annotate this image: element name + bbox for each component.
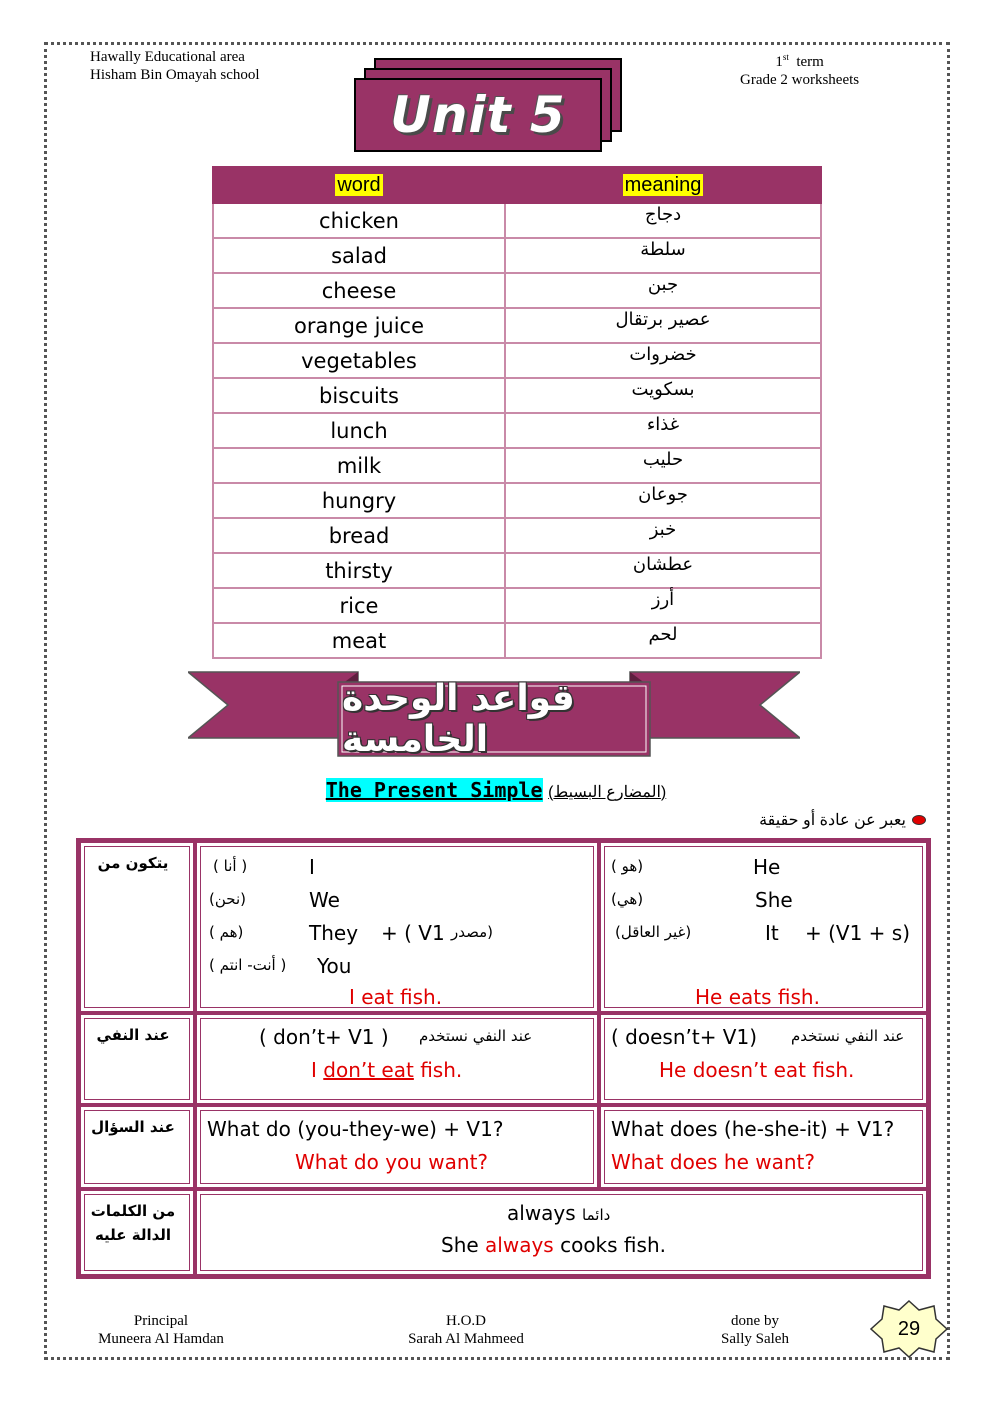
meaning-cell: حليب bbox=[505, 448, 821, 483]
principal-name: Muneera Al Hamdan bbox=[98, 1331, 224, 1347]
word-cell: lunch bbox=[213, 413, 505, 448]
present-simple-title: The Present Simple bbox=[325, 778, 543, 802]
question-example: What do you want? bbox=[295, 1150, 489, 1174]
unit-title-front bbox=[354, 78, 602, 152]
word-cell: salad bbox=[213, 238, 505, 273]
pronoun-she: She bbox=[755, 888, 793, 912]
arabic-pronoun: (غير العاقل) bbox=[615, 923, 692, 941]
negation-singular-cell bbox=[599, 1013, 928, 1105]
word-cell: milk bbox=[213, 448, 505, 483]
vocabulary-table bbox=[212, 166, 822, 659]
footer-hod bbox=[396, 1312, 536, 1348]
table-row bbox=[213, 203, 821, 238]
usage-text: يعبر عن عادة أو حقيقة bbox=[759, 812, 906, 829]
table-header-row bbox=[213, 167, 821, 203]
meaning-cell: عطشان bbox=[505, 553, 821, 588]
word-cell: bread bbox=[213, 518, 505, 553]
unit-title: Unit 5 bbox=[390, 86, 566, 144]
school-name: Hisham Bin Omayah school bbox=[90, 67, 260, 83]
question-singular-cell bbox=[599, 1105, 928, 1189]
pronoun-we: We bbox=[309, 888, 340, 912]
word-cell: cheese bbox=[213, 273, 505, 308]
meaning-cell: دجاج bbox=[505, 203, 821, 238]
meaning-cell: بسكويت bbox=[505, 378, 821, 413]
question-plural-cell bbox=[195, 1105, 599, 1189]
signal-label: من الكلمات الدالة عليه bbox=[90, 1202, 176, 1244]
ribbon-right-tail bbox=[630, 672, 800, 738]
pronoun-they: They bbox=[309, 921, 359, 945]
meaning-cell: خبز bbox=[505, 518, 821, 553]
bullet-icon bbox=[912, 815, 926, 825]
table-row bbox=[213, 518, 821, 553]
arabic-pronoun: ( أنت- انتم ) bbox=[209, 956, 287, 974]
word-cell: orange juice bbox=[213, 308, 505, 343]
table-row bbox=[213, 273, 821, 308]
grammar-table bbox=[76, 838, 931, 1279]
table-row bbox=[213, 588, 821, 623]
word-cell: meat bbox=[213, 623, 505, 658]
meaning-cell: خضروات bbox=[505, 343, 821, 378]
table-row bbox=[213, 553, 821, 588]
question-label-cell bbox=[79, 1105, 195, 1189]
meaning-cell: جوعان bbox=[505, 483, 821, 518]
question-formula: What does (he-she-it) + V1? bbox=[611, 1117, 895, 1141]
table-row bbox=[213, 448, 821, 483]
arabic-pronoun: ( أنا ) bbox=[213, 857, 248, 875]
present-simple-arabic: (المضارع البسيط) bbox=[548, 784, 667, 801]
formation-label: يتكون من bbox=[97, 854, 169, 872]
word-cell: rice bbox=[213, 588, 505, 623]
negation-label-cell bbox=[79, 1013, 195, 1105]
signal-example: She always cooks fish. bbox=[441, 1233, 666, 1257]
negation-plural-cell bbox=[195, 1013, 599, 1105]
table-row bbox=[213, 308, 821, 343]
example-sentence: I eat fish. bbox=[349, 985, 443, 1009]
grade-label: Grade 2 worksheets bbox=[740, 72, 860, 88]
word-cell: biscuits bbox=[213, 378, 505, 413]
unit-title-block bbox=[350, 58, 640, 158]
principal-title: Principal bbox=[133, 1313, 189, 1329]
negation-arabic: عند النفي نستخدم bbox=[791, 1027, 905, 1045]
formation-label-cell bbox=[79, 841, 195, 1013]
hod-name: Sarah Al Mahmeed bbox=[408, 1331, 524, 1347]
negation-arabic: عند النفي نستخدم bbox=[419, 1027, 533, 1045]
signal-cell bbox=[195, 1189, 928, 1276]
meaning-cell: عصير برتقال bbox=[505, 308, 821, 343]
negation-label: عند النفي bbox=[96, 1026, 170, 1044]
question-formula: What do (you-they-we) + V1? bbox=[207, 1117, 504, 1141]
example-sentence: He eats fish. bbox=[695, 985, 820, 1009]
negation-example: I don’t eat fish. bbox=[311, 1058, 463, 1082]
meaning-cell: أرز bbox=[505, 588, 821, 623]
formation-plural-cell bbox=[195, 841, 599, 1013]
formation-singular-cell bbox=[599, 841, 928, 1013]
meaning-cell: لحم bbox=[505, 623, 821, 658]
word-cell: vegetables bbox=[213, 343, 505, 378]
signal-label-cell bbox=[79, 1189, 195, 1276]
question-label: عند السؤال bbox=[91, 1118, 175, 1136]
header-right bbox=[740, 48, 859, 89]
done-by-name: Sally Saleh bbox=[721, 1331, 789, 1347]
pronoun-it: It bbox=[765, 921, 779, 945]
grammar-banner-title: قواعد الوحدة الخامسة bbox=[342, 678, 575, 760]
educational-area: Hawally Educational area bbox=[90, 49, 245, 65]
pronoun-i: I bbox=[309, 855, 315, 879]
header-left bbox=[90, 48, 260, 84]
table-row bbox=[213, 343, 821, 378]
question-example: What does he want? bbox=[611, 1150, 816, 1174]
present-simple-heading bbox=[0, 778, 992, 803]
ribbon-left-tail bbox=[188, 672, 358, 738]
table-row bbox=[213, 413, 821, 448]
word-cell: chicken bbox=[213, 203, 505, 238]
meaning-cell: غذاء bbox=[505, 413, 821, 448]
formula-v1-s: + (V1 + s) bbox=[805, 921, 911, 945]
footer-done-by bbox=[710, 1312, 800, 1348]
formula-arabic: مصدر) bbox=[451, 923, 494, 941]
footer-principal bbox=[88, 1312, 234, 1348]
usage-note bbox=[759, 810, 926, 830]
hod-title: H.O.D bbox=[446, 1313, 486, 1329]
term-label: 1st term bbox=[775, 52, 824, 70]
done-by-title: done by bbox=[731, 1313, 779, 1329]
signal-word: always دائما bbox=[507, 1201, 611, 1225]
arabic-pronoun: ( هو) bbox=[611, 857, 644, 875]
page-number: 29 bbox=[897, 1317, 921, 1340]
negation-example: He doesn’t eat fish. bbox=[659, 1058, 855, 1082]
table-row bbox=[213, 378, 821, 413]
pronoun-he: He bbox=[753, 855, 781, 879]
table-row bbox=[213, 483, 821, 518]
formula-v1: + ( V1 bbox=[381, 921, 445, 945]
negation-formula: ( don’t+ V1 ) bbox=[259, 1025, 389, 1049]
table-row bbox=[213, 623, 821, 658]
meaning-cell: جبن bbox=[505, 273, 821, 308]
negation-formula: ( doesn’t+ V1) bbox=[611, 1025, 758, 1049]
column-header-word: word bbox=[213, 167, 505, 203]
pronoun-you: You bbox=[317, 954, 352, 978]
word-cell: thirsty bbox=[213, 553, 505, 588]
arabic-pronoun: ( هم) bbox=[209, 923, 244, 941]
arabic-pronoun: (نحن) bbox=[209, 890, 246, 908]
column-header-meaning: meaning bbox=[505, 167, 821, 203]
table-row bbox=[213, 238, 821, 273]
word-cell: hungry bbox=[213, 483, 505, 518]
meaning-cell: سلطة bbox=[505, 238, 821, 273]
arabic-pronoun: (هي) bbox=[611, 890, 644, 908]
